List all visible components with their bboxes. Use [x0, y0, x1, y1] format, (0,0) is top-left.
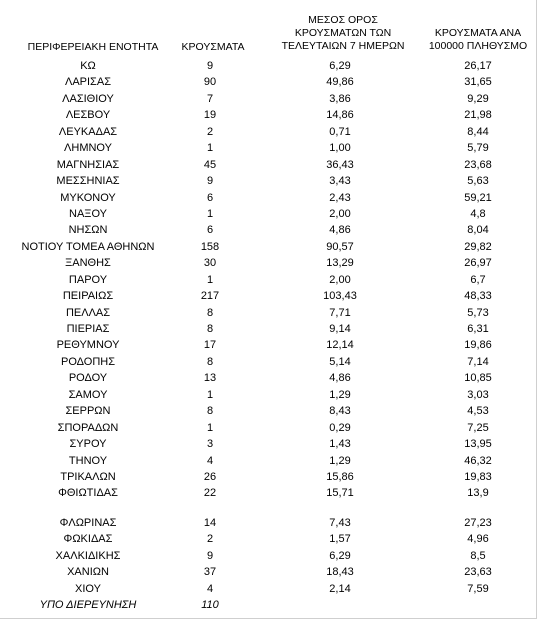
per-100000-value: 6,7	[470, 273, 486, 286]
region-name: ΝΑΞΟΥ	[69, 207, 107, 220]
region-name: ΧΙΟΥ	[75, 582, 101, 595]
per-100000-value: 5,79	[467, 142, 489, 155]
cases-value: 8	[206, 323, 214, 335]
per-100000-value: 21,98	[464, 109, 492, 122]
per-100000-value: 8,44	[467, 125, 489, 138]
cases-value: 4	[206, 582, 214, 595]
per-100000-value: 3,03	[467, 388, 489, 401]
region-name: ΚΩ	[80, 60, 96, 72]
cases-value: 4	[206, 454, 214, 467]
per-100000-value: 6,31	[467, 323, 489, 335]
region-name: ΡΕΘΥΜΝΟΥ	[56, 339, 120, 352]
cases-value: 22	[203, 487, 217, 500]
per-100000-value: 46,32	[464, 454, 492, 467]
region-name: ΦΘΙΩΤΙΔΑΣ	[58, 487, 118, 500]
avg-7-days-value: 7,43	[329, 516, 351, 529]
region-name: ΦΩΚΙΔΑΣ	[63, 533, 113, 546]
per-100000-value: 23,63	[464, 566, 492, 579]
region-name: ΠΙΕΡΙΑΣ	[66, 323, 110, 335]
table-row	[0, 157, 538, 173]
region-name: ΧΑΛΚΙΔΙΚΗΣ	[55, 549, 121, 562]
cases-value: 1	[206, 207, 214, 220]
cases-value: 2	[206, 125, 214, 138]
table-row	[0, 337, 538, 353]
under-investigation-label: ΥΠΟ ΔΙΕΡΕΥΝΗΣΗ	[39, 599, 137, 611]
cases-value: 13	[203, 372, 217, 385]
table-row	[0, 58, 538, 74]
per-100000-value: 23,68	[464, 158, 492, 171]
region-name: ΠΕΛΛΑΣ	[65, 306, 111, 319]
avg-7-days-value: 5,14	[329, 355, 351, 368]
avg-7-days-value: 3,43	[329, 175, 351, 188]
table-row	[0, 272, 538, 288]
table-row	[0, 124, 538, 140]
region-name: ΤΡΙΚΑΛΩΝ	[60, 470, 116, 483]
per-100000-value: 9,29	[467, 92, 489, 105]
avg-7-days-value: 2,00	[329, 273, 351, 286]
cases-value: 1	[206, 388, 214, 401]
avg-7-days-value: 1,29	[329, 454, 351, 467]
cases-value: 2	[206, 533, 214, 546]
table-row	[0, 354, 538, 370]
region-name: ΛΑΡΙΣΑΣ	[64, 76, 111, 89]
avg-7-days-value: 9,14	[329, 323, 351, 335]
avg-7-days-value: 49,86	[326, 76, 354, 89]
region-name: ΛΑΣΙΘΙΟΥ	[62, 92, 114, 105]
cases-value: 217	[200, 290, 220, 303]
header-avg-line-2: ΚΡΟΥΣΜΑΤΩΝ ΤΩΝ	[294, 27, 392, 39]
header-per-100000	[418, 27, 538, 53]
avg-7-days-value: 3,86	[329, 92, 351, 105]
per-100000-value: 7,25	[467, 421, 489, 434]
per-100000-value: 10,85	[464, 372, 492, 385]
table-row	[0, 453, 538, 469]
region-name: ΠΕΙΡΑΙΩΣ	[62, 290, 114, 303]
table-row	[0, 173, 538, 189]
table-row	[0, 222, 538, 238]
cases-value: 17	[203, 339, 217, 352]
region-name: ΡΟΔΟΠΗΣ	[60, 355, 116, 368]
per-100000-value: 19,83	[464, 470, 492, 483]
cases-value: 7	[206, 92, 214, 105]
region-name: ΤΗΝΟΥ	[68, 454, 108, 467]
table-row	[0, 370, 538, 386]
table-row	[0, 91, 538, 107]
avg-7-days-value: 103,43	[323, 290, 357, 303]
per-100000-value: 4,8	[470, 207, 486, 220]
region-name: ΛΗΜΝΟΥ	[64, 142, 112, 155]
data-table	[0, 58, 538, 613]
table-row	[0, 140, 538, 156]
per-100000-value: 7,14	[467, 355, 489, 368]
table-row	[0, 531, 538, 547]
per-100000-value: 13,95	[464, 438, 492, 451]
table-row	[0, 239, 538, 255]
cases-value: 6	[206, 224, 214, 237]
cases-value: 9	[206, 60, 214, 72]
region-name: ΧΑΝΙΩΝ	[67, 566, 109, 579]
avg-7-days-value: 0,29	[329, 421, 351, 434]
table-row	[0, 74, 538, 90]
cases-value: 8	[206, 306, 214, 319]
header-per-line-2: 100000 ΠΛΗΘΥΣΜΟ	[428, 40, 528, 52]
table-spacer	[0, 502, 538, 515]
table-row	[0, 305, 538, 321]
per-100000-value: 31,65	[464, 76, 492, 89]
table-row	[0, 485, 538, 501]
per-100000-value: 13,9	[467, 487, 489, 500]
avg-7-days-value: 1,43	[329, 438, 351, 451]
avg-7-days-value: 36,43	[326, 158, 354, 171]
cases-value: 26	[203, 470, 217, 483]
avg-7-days-value: 13,29	[326, 257, 354, 270]
cases-value: 45	[203, 158, 217, 171]
per-100000-value: 8,5	[470, 549, 486, 562]
region-name: ΣΕΡΡΩΝ	[65, 405, 111, 418]
region-name: ΛΕΥΚΑΔΑΣ	[58, 125, 118, 138]
region-name: ΛΕΣΒΟΥ	[65, 109, 111, 122]
under-investigation-cases: 110	[201, 599, 219, 611]
header-cases: ΚΡΟΥΣΜΑΤΑ	[181, 41, 245, 53]
per-100000-value: 26,17	[464, 60, 492, 72]
avg-7-days-value: 2,00	[329, 207, 351, 220]
table-row	[0, 288, 538, 304]
cases-value: 37	[203, 566, 217, 579]
cases-value: 1	[206, 421, 214, 434]
cases-value: 8	[206, 405, 214, 418]
table-row	[0, 387, 538, 403]
header-region: ΠΕΡΙΦΕΡΕΙΑΚΗ ΕΝΟΤΗΤΑ	[27, 41, 159, 53]
per-100000-value: 8,04	[467, 224, 489, 237]
table-row	[0, 564, 538, 580]
per-100000-value: 26,97	[464, 257, 492, 270]
per-100000-value: 4,96	[467, 533, 489, 546]
header-avg-line-1: ΜΕΣΟΣ ΟΡΟΣ	[308, 14, 378, 26]
table-row	[0, 420, 538, 436]
per-100000-value: 27,23	[464, 516, 492, 529]
table-row	[0, 515, 538, 531]
per-100000-value: 4,53	[467, 405, 489, 418]
cases-value: 3	[206, 438, 214, 451]
avg-7-days-value: 1,57	[329, 533, 351, 546]
table-row	[0, 403, 538, 419]
cases-value: 19	[203, 109, 217, 122]
avg-7-days-value: 2,43	[329, 191, 351, 204]
table-row	[0, 436, 538, 452]
table-row	[0, 107, 538, 123]
footer-row	[0, 597, 538, 613]
cases-value: 158	[200, 240, 220, 253]
table-row	[0, 469, 538, 485]
per-100000-value: 5,73	[467, 306, 489, 319]
avg-7-days-value: 15,86	[326, 470, 354, 483]
region-name: ΜΑΓΝΗΣΙΑΣ	[56, 158, 120, 171]
avg-7-days-value: 18,43	[326, 566, 354, 579]
per-100000-value: 19,86	[464, 339, 492, 352]
avg-7-days-value: 6,29	[329, 549, 351, 562]
avg-7-days-value: 4,86	[329, 224, 351, 237]
avg-7-days-value: 8,43	[329, 405, 351, 418]
cases-value: 8	[206, 355, 214, 368]
avg-7-days-value: 6,29	[329, 60, 351, 72]
table-row	[0, 190, 538, 206]
region-name: ΣΥΡΟΥ	[69, 438, 107, 451]
avg-7-days-value: 4,86	[329, 372, 351, 385]
avg-7-days-value: 15,71	[326, 487, 354, 500]
avg-7-days-value: 0,71	[329, 125, 351, 138]
region-name: ΜΥΚΟΝΟΥ	[60, 191, 116, 204]
cases-value: 30	[203, 257, 217, 270]
region-name: ΝΗΣΩΝ	[68, 224, 108, 237]
region-name: ΣΑΜΟΥ	[68, 388, 108, 401]
cases-value: 9	[206, 175, 214, 188]
cases-value: 9	[206, 549, 214, 562]
per-100000-value: 48,33	[464, 290, 492, 303]
avg-7-days-value: 14,86	[326, 109, 354, 122]
per-100000-value: 5,63	[467, 175, 489, 188]
header-avg-line-3: ΤΕΛΕΥΤΑΙΩΝ 7 ΗΜΕΡΩΝ	[281, 40, 405, 52]
cases-value: 6	[206, 191, 214, 204]
table-row	[0, 548, 538, 564]
region-name: ΡΟΔΟΥ	[68, 372, 108, 385]
per-100000-value: 29,82	[464, 240, 492, 253]
region-name: ΜΕΣΣΗΝΙΑΣ	[56, 175, 120, 188]
avg-7-days-value: 1,29	[329, 388, 351, 401]
avg-7-days-value: 12,14	[326, 339, 354, 352]
header-per-line-1: ΚΡΟΥΣΜΑΤΑ ΑΝΑ	[434, 27, 522, 39]
region-name: ΞΑΝΘΗΣ	[65, 257, 111, 270]
avg-7-days-value: 7,71	[329, 306, 351, 319]
region-name: ΠΑΡΟΥ	[68, 273, 108, 286]
avg-7-days-value: 1,00	[329, 142, 351, 155]
table-row	[0, 255, 538, 271]
avg-7-days-value: 2,14	[329, 582, 351, 595]
per-100000-value: 7,59	[467, 582, 489, 595]
region-name: ΦΛΩΡΙΝΑΣ	[59, 516, 117, 529]
per-100000-value: 59,21	[464, 191, 492, 204]
region-name: ΝΟΤΙΟΥ ΤΟΜΕΑ ΑΘΗΝΩΝ	[21, 240, 155, 253]
cases-value: 90	[203, 76, 217, 89]
table-row	[0, 321, 538, 337]
header-avg-7-days	[268, 14, 418, 53]
cases-value: 1	[206, 142, 214, 155]
avg-7-days-value: 90,57	[326, 240, 354, 253]
table-row	[0, 581, 538, 597]
cases-value: 14	[203, 516, 217, 529]
table-row	[0, 206, 538, 222]
region-name: ΣΠΟΡΑΔΩΝ	[57, 421, 119, 434]
cases-value: 1	[206, 273, 214, 286]
